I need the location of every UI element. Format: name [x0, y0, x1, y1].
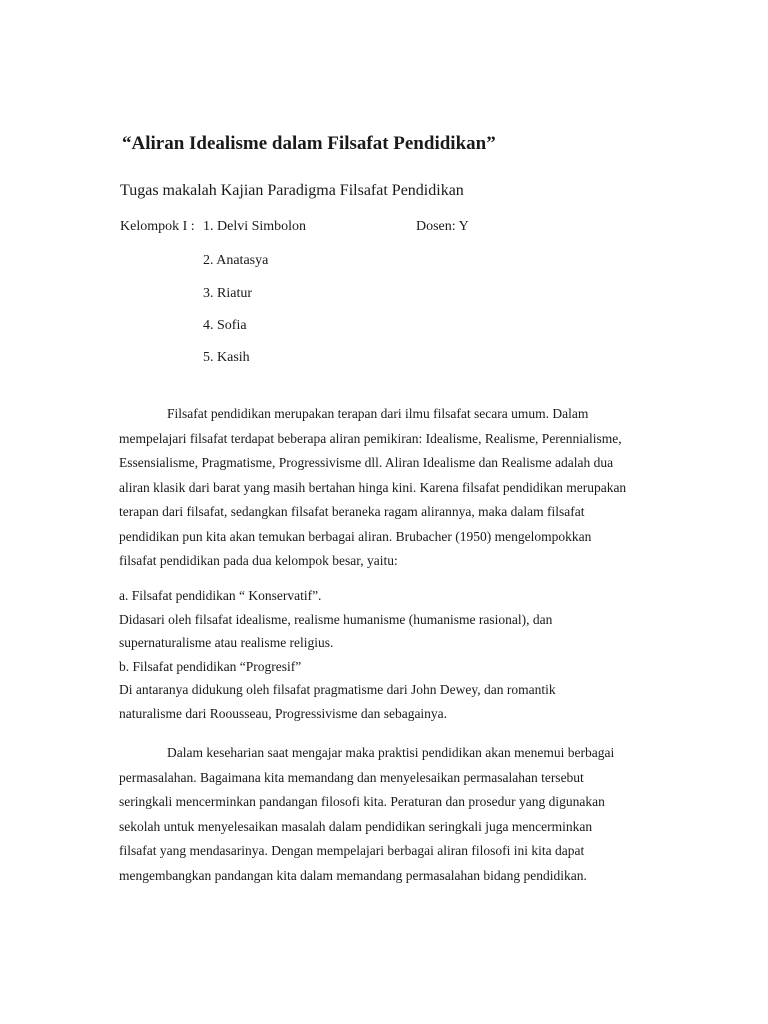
document-title: “Aliran Idealisme dalam Filsafat Pendidikan”: [122, 133, 496, 154]
paragraph-line: mempelajari filsafat terdapat beberapa aliran pemikiran: Idealisme, Realisme, Perennialisme,: [119, 430, 622, 446]
document-subtitle: Tugas makalah Kajian Paradigma Filsafat Pendidikan: [120, 182, 464, 199]
paragraph-line: Dalam keseharian saat mengajar maka praktisi pendidikan akan menemui berbagai: [167, 745, 615, 760]
paragraph-line: filsafat yang mendasarinya. Dengan mempelajari berbagai aliran filosofi ini kita dapat: [119, 843, 585, 858]
list-item: a. Filsafat pendidikan “ Konservatif”.: [119, 588, 322, 603]
group-member: 4. Sofia: [203, 318, 247, 333]
list-item: Didasari oleh filsafat idealisme, realisme humanisme (humanisme rasional), dan: [119, 611, 553, 627]
philosophy-groups-list: [119, 584, 556, 725]
paragraph-practice: [119, 741, 659, 888]
list-item: naturalisme dari Roousseau, Progressivisme dan sebagainya.: [119, 705, 448, 721]
group-member: 3. Riatur: [203, 286, 252, 301]
list-item: supernaturalisme atau realisme religius.: [119, 635, 334, 650]
paragraph-line: pendidikan pun kita akan temukan berbagai aliran. Brubacher (1950) mengelompokkan: [119, 528, 592, 544]
lecturer-label: Dosen: Y: [416, 219, 469, 234]
group-member: 2. Anatasya: [203, 253, 269, 268]
paragraph-line: permasalahan. Bagaimana kita memandang dan menyelesaikan permasalahan tersebut: [119, 769, 584, 785]
paragraph-line: sekolah untuk menyelesaikan masalah dalam pendidikan seringkali juga mencerminkan: [119, 818, 593, 834]
paragraph-line: terapan dari filsafat, sedangkan filsafat beraneka ragam alirannya, maka dalam filsafat: [119, 504, 585, 519]
paragraph-line: Filsafat pendidikan merupakan terapan dari ilmu filsafat secara umum. Dalam: [167, 406, 589, 421]
list-item: b. Filsafat pendidikan “Progresif”: [119, 658, 302, 674]
group-member: 5. Kasih: [203, 350, 250, 365]
group-label: Kelompok I :: [120, 219, 195, 234]
paragraph-line: Essensialisme, Pragmatisme, Progressivisme dll. Aliran Idealisme dan Realisme adalah dua: [119, 455, 614, 470]
paragraph-line: aliran klasik dari barat yang masih bertahan hinga kini. Karena filsafat pendidikan merupakan: [119, 479, 627, 495]
paragraph-line: seringkali mencerminkan pandangan filosofi kita. Peraturan dan prosedur yang digunakan: [119, 794, 605, 809]
paragraph-line: filsafat pendidikan pada dua kelompok besar, yaitu:: [119, 553, 398, 568]
paragraph-line: mengembangkan pandangan kita dalam memandang permasalahan bidang pendidikan.: [119, 867, 587, 883]
list-item: Di antaranya didukung oleh filsafat pragmatisme dari John Dewey, dan romantik: [119, 682, 556, 697]
paragraph-intro: [119, 402, 659, 574]
group-member: 1. Delvi Simbolon: [203, 219, 307, 234]
